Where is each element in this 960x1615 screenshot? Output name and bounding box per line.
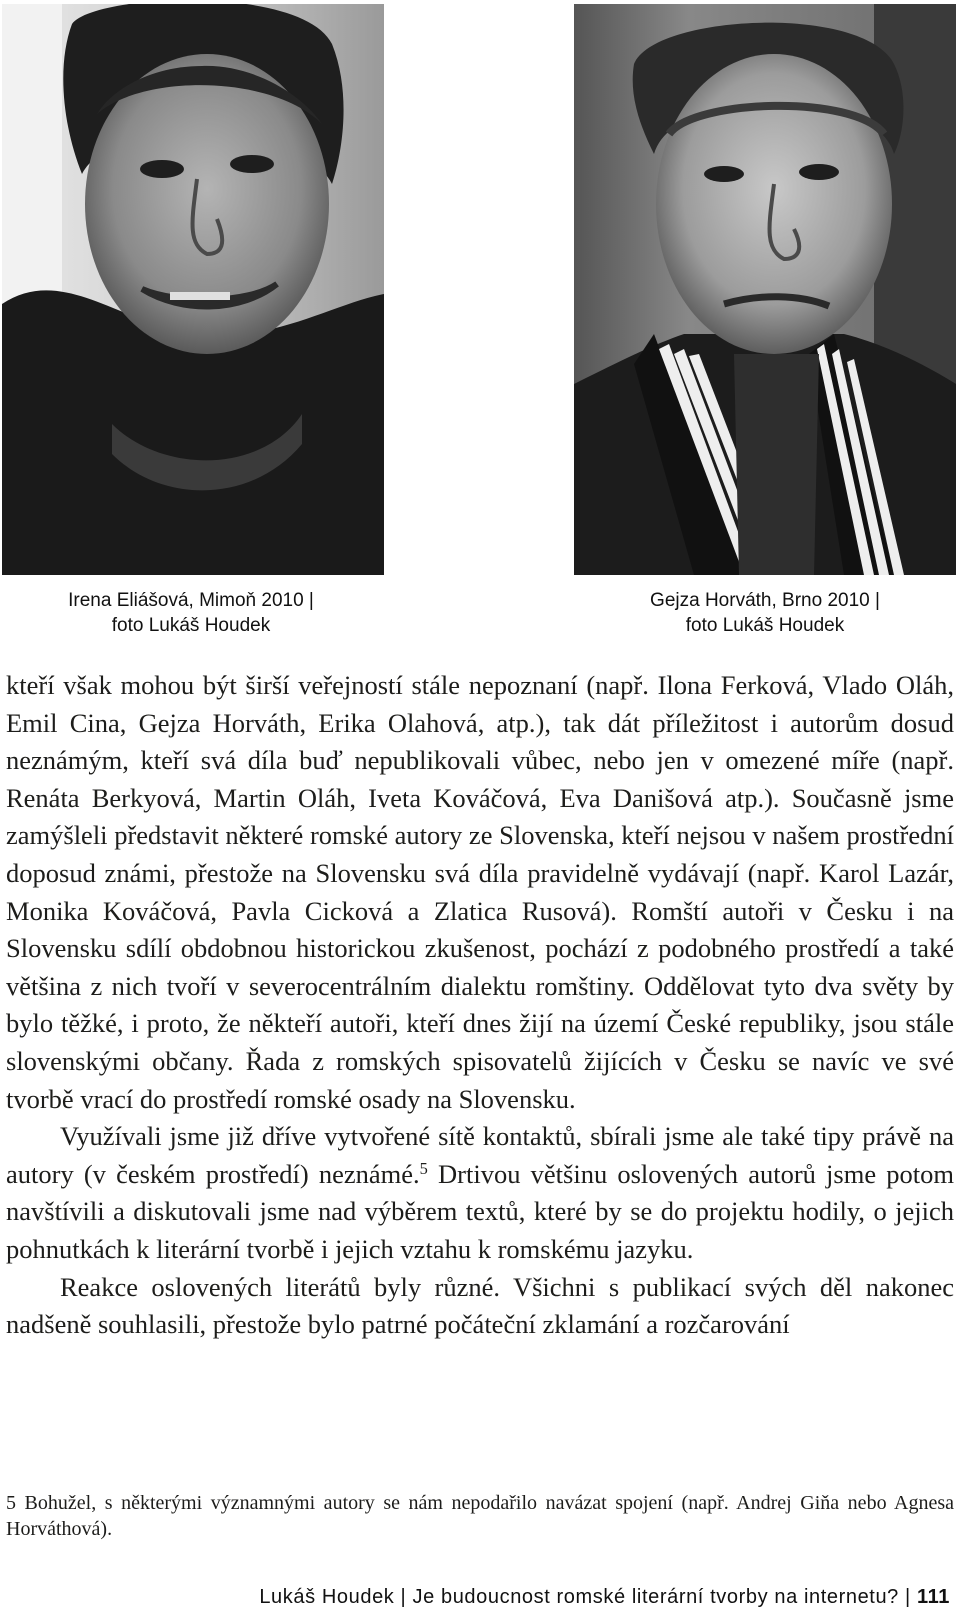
portrait-man-image: [574, 4, 956, 575]
caption-photo-credit: foto Lukáš Houdek: [685, 615, 845, 636]
footnote: [6, 1490, 954, 1542]
caption-name-place-year: Irena Eliášová, Mimoň 2010 |: [68, 590, 314, 611]
photo-caption-right: [574, 588, 956, 638]
body-paragraph-3: Reakce oslovených literátů byly různé. Všichni s publikací svých děl nakonec nadšeně souhlasili, přestože bylo patrné počáteční zklamání a rozčarování: [6, 1271, 954, 1340]
body-paragraph-1: kteří však mohou být širší veřejností stále nepoznaní (např. Ilona Ferková, Vlado Oláh, Emil Cina, Gejza Horváth, Erika Olahová, atp.), tak dát příležitost i autorům dosud neznámým, kteří svá díla buď nepublikovali vůbec, nebo jen v omezené míře (např. Renáta Berkyová, Martin Oláh, Iveta Kováčová, Eva Danišová atp.). Současně jsme zamýšleli představit některé romské autory ze Slovenska, kteří nejsou v našem prostřední doposud známi, přestože na Slovensku svá díla pravidelně vydávají (např. Karol Lazár, Monika Kováčová, Pavla Cicková a Zlatica Rusová). Romští autoři v Česku i na Slovensku sdílí obdobnou historickou zkušenost, pochází z podobného prostředí a také většina z nich tvoří v severocentrálním dialektu romštiny. Oddělovat tyto dva světy by bylo těžké, i proto, že někteří autoři, kteří dnes žijí na území České republiky, jsou stále slovenskými občany. Řada z romských spisovatelů žijících v Česku se navíc ve své tvorbě vrací do prostředí romské osady na Slovensku.: [6, 670, 954, 1114]
running-head: Lukáš Houdek | Je budoucnost romské literární tvorby na internetu? |: [259, 1586, 911, 1608]
footnote-number: 5: [6, 1492, 16, 1514]
paragraph-2-text-end: Drtivou většinu oslovených autorů jsme potom navštívili a diskutovali jsme nad výběrem textů, které by se do projektu hodily, o jejich pohnutkách k literární tvorbě i jejich vztahu k romskému jazyku.: [6, 1158, 954, 1264]
page-footer: [259, 1586, 950, 1609]
portrait-woman-image: [2, 4, 384, 575]
paragraph-2-text-start: Využívali jsme již dříve vytvořené sítě kontaktů, sbírali jsme ale také tipy právě na autory (v českém prostředí) neznámé.: [6, 1121, 954, 1189]
caption-photo-credit: foto Lukáš Houdek: [111, 615, 271, 636]
body-text: [6, 667, 954, 1344]
footnote-text: Bohužel, s některými významnými autory se nám nepodařilo navázat spojení (např. Andrej Giňa nebo Agnesa Horváthová).: [6, 1492, 954, 1540]
body-paragraph-2: [6, 1118, 954, 1268]
caption-name-place-year: Gejza Horváth, Brno 2010 |: [650, 590, 880, 611]
footnote-reference[interactable]: 5: [419, 1158, 428, 1178]
page-number: 111: [917, 1586, 950, 1608]
photo-caption-left: [0, 588, 382, 638]
portrait-photo-right: [574, 4, 956, 575]
portrait-photo-left: [2, 4, 384, 575]
